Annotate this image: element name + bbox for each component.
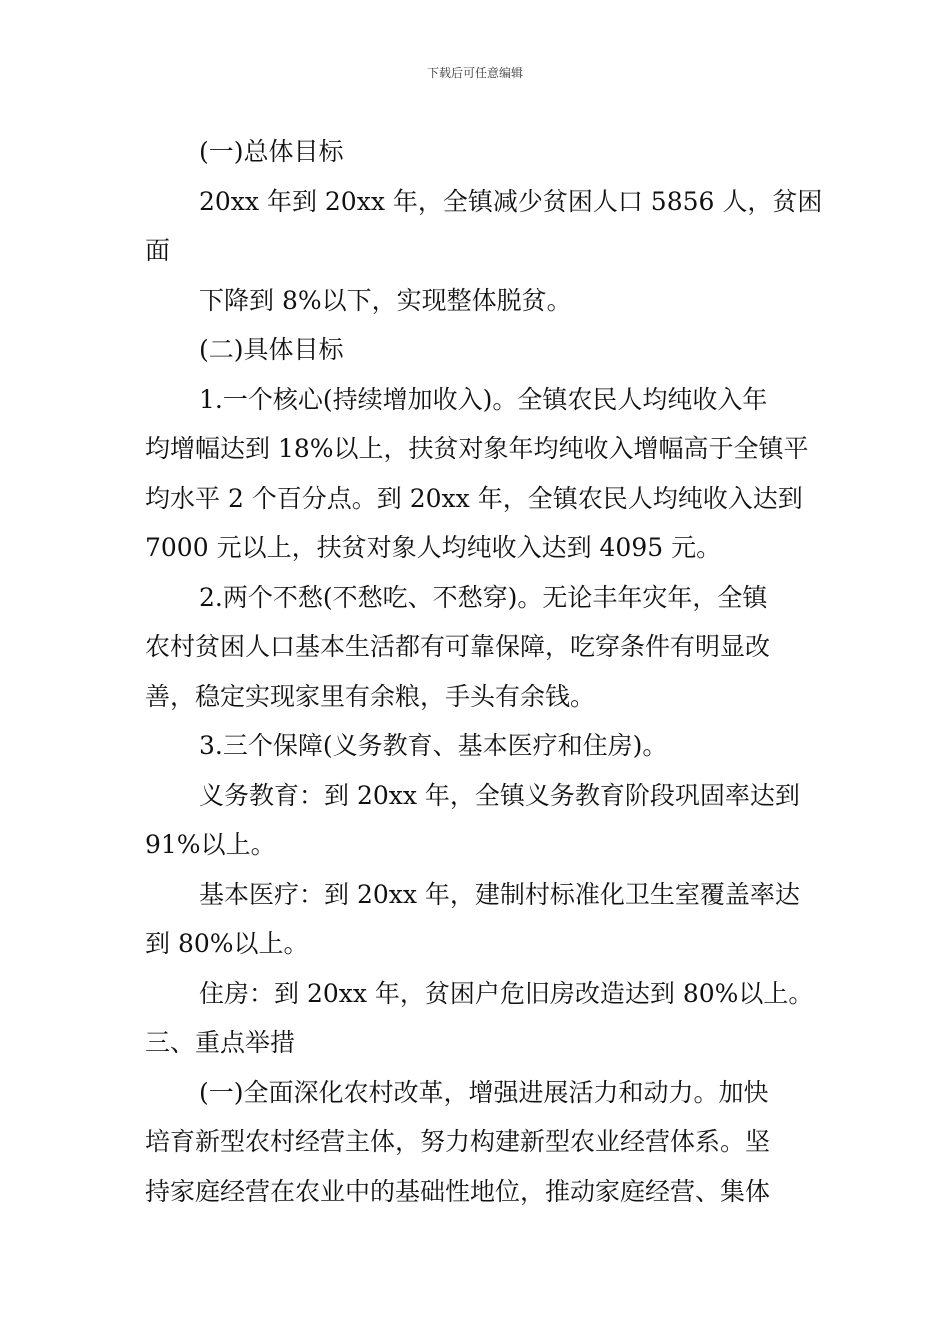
text-line: 7000 元以上，扶贫对象人均纯收入达到 4095 元。 bbox=[145, 533, 722, 562]
text-line: 培育新型农村经营主体，努力构建新型农业经营体系。坚 bbox=[145, 1127, 771, 1156]
text-line: 基本医疗：到 20xx 年，建制村标准化卫生室覆盖率达 bbox=[199, 879, 800, 909]
text-line: 到 80%以上。 bbox=[145, 929, 309, 958]
section-heading: 三、重点举措 bbox=[145, 1028, 296, 1057]
text-line: 义务教育：到 20xx 年，全镇义务教育阶段巩固率达到 bbox=[199, 780, 800, 810]
text-line: (一)总体目标 bbox=[199, 137, 344, 166]
text-line: 均增幅达到 18%以上，扶贫对象年均纯收入增幅高于全镇平 bbox=[145, 434, 809, 463]
text-line: 下降到 8%以下，实现整体脱贫。 bbox=[199, 285, 572, 315]
text-line: 住房：到 20xx 年，贫困户危旧房改造达到 80%以上。 bbox=[199, 978, 814, 1008]
text-line: 2.两个不愁(不愁吃、不愁穿)。无论丰年灾年，全镇 bbox=[199, 582, 768, 612]
text-line: (二)具体目标 bbox=[199, 335, 344, 364]
document-body bbox=[145, 127, 823, 1216]
page-header: 下载后可任意编辑 bbox=[426, 66, 523, 80]
text-line: 面 bbox=[145, 236, 171, 265]
text-line: 91%以上。 bbox=[145, 830, 276, 859]
text-line: 3.三个保障(义务教育、基本医疗和住房)。 bbox=[199, 731, 668, 760]
text-line: (一)全面深化农村改革，增强进展活力和动力。加快 bbox=[199, 1077, 769, 1107]
text-line: 持家庭经营在农业中的基础性地位，推动家庭经营、集体 bbox=[145, 1176, 771, 1206]
text-line: 善，稳定实现家里有余粮，手头有余钱。 bbox=[145, 681, 596, 711]
text-line: 农村贫困人口基本生活都有可靠保障，吃穿条件有明显改 bbox=[145, 632, 771, 661]
text-line: 1.一个核心(持续增加收入)。全镇农民人均纯收入年 bbox=[199, 384, 768, 414]
text-line: 均水平 2 个百分点。到 20xx 年，全镇农民人均纯收入达到 bbox=[145, 483, 803, 513]
text-line: 20xx 年到 20xx 年，全镇减少贫困人口 5856 人，贫困 bbox=[199, 186, 823, 216]
